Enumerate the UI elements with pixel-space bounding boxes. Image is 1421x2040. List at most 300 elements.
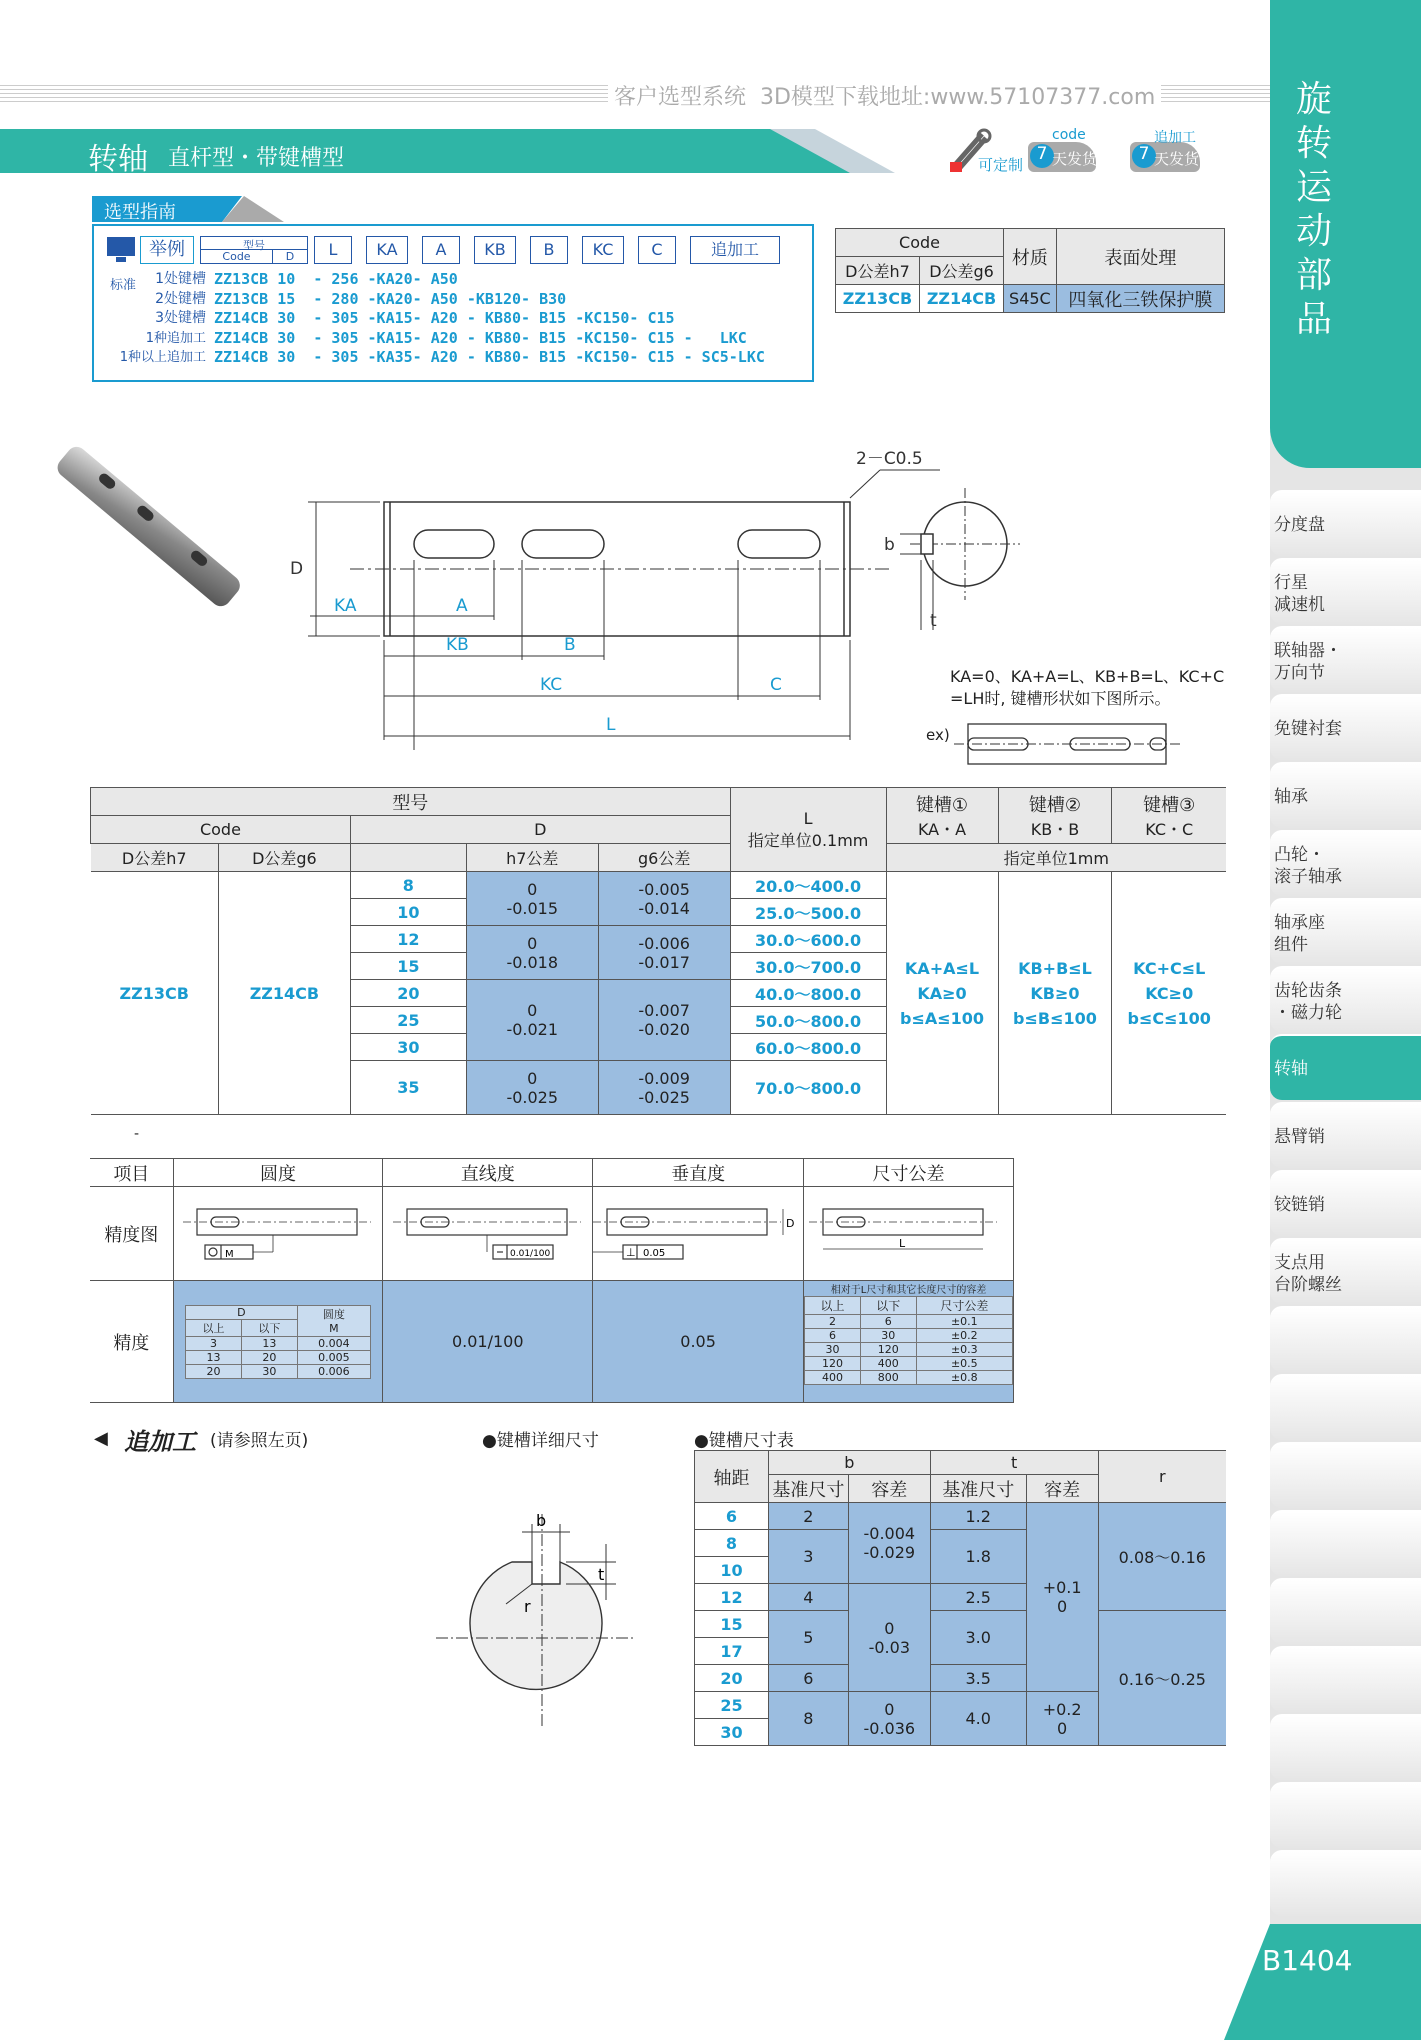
guide-field-B: B: [530, 236, 568, 264]
spec-g6-upper: -0.007: [638, 1001, 690, 1020]
spec-k1-line: b≤A≤100: [899, 1008, 985, 1028]
page-number: B1404: [1262, 1944, 1353, 1977]
mat-material: S45C: [1004, 285, 1057, 313]
acc-fig-tol: [804, 1187, 1014, 1281]
acc-r1: 精度图: [90, 1187, 173, 1281]
detail-r: r: [524, 1597, 531, 1616]
extra-title: 追加工: [124, 1428, 196, 1456]
acc-tol-title: 相对于L尺寸和其它长度尺寸的容差: [830, 1285, 987, 1296]
acc-round-h-d: D: [185, 1305, 297, 1319]
sidebar-item-label: 转轴: [1274, 1059, 1308, 1079]
spec-L: 40.0～800.0: [730, 980, 886, 1007]
mat-material-h: 材质: [1004, 229, 1057, 285]
acc-round-cell-v: 0.004: [297, 1336, 370, 1350]
spec-g6-lower: -0.025: [638, 1087, 690, 1107]
spec-h-L-unit: 指定单位0.1mm: [747, 830, 869, 850]
spec-k3: [1112, 872, 1226, 1115]
kt-r: 0.08～0.16: [1098, 1503, 1226, 1611]
mat-dh7-h: D公差h7: [836, 257, 920, 285]
sidebar-item-shaft[interactable]: [1270, 1034, 1421, 1100]
spec-h-k2: [998, 788, 1112, 844]
kt-h-r: r: [1098, 1451, 1226, 1503]
acc-tol-cell: [804, 1281, 1014, 1403]
badge-extra-num: 7: [1132, 144, 1156, 168]
spec-h-k3-label: 键槽③: [1143, 795, 1196, 816]
mat-surface-h: 表面处理: [1056, 229, 1224, 285]
acc-tol-v: ±0.5: [916, 1357, 1012, 1371]
acc-tol-v: 2: [805, 1315, 861, 1329]
badge-extra-days: 天发货: [1154, 150, 1200, 168]
dim-b: b: [884, 535, 895, 555]
acc-r2: 精度: [90, 1281, 173, 1403]
detail-t: t: [598, 1565, 605, 1584]
sidebar-title-char: 运: [1296, 167, 1333, 208]
sidebar-item-keyless-bushing[interactable]: [1270, 694, 1421, 760]
spec-k1-line: KA≥0: [917, 983, 967, 1003]
acc-round-h-r: [297, 1305, 370, 1336]
sidebar-item-fulcrum-screw[interactable]: [1270, 1238, 1421, 1304]
kt-b: 3: [768, 1530, 848, 1584]
kt-t: 2.5: [930, 1584, 1026, 1611]
shaft-photo: [50, 440, 250, 610]
spec-h-L: [730, 788, 886, 872]
kt-axis: 20: [695, 1665, 769, 1692]
guide-row-label: 3处键槽: [155, 310, 206, 326]
sidebar-empty-tab: [1270, 1374, 1421, 1440]
dim-A: A: [456, 596, 468, 616]
spec-d: 35: [350, 1061, 466, 1115]
acc-round-h-down: 以下: [241, 1319, 297, 1336]
spec-h7: [466, 980, 598, 1061]
guide-type-label: 型号: [201, 237, 307, 250]
acc-tol-v: 800: [860, 1371, 916, 1385]
spec-g6: [598, 1061, 730, 1115]
sidebar-title-char: 旋: [1296, 79, 1333, 120]
guide-d-label: D: [285, 250, 295, 263]
spec-L: 50.0～800.0: [730, 1007, 886, 1034]
drawing-note-2: =LH时, 键槽形状如下图所示。: [950, 689, 1171, 708]
guide-field-KC: KC: [582, 236, 624, 264]
sidebar-item-label: 支点用: [1274, 1253, 1325, 1273]
sidebar-title-block: [1270, 0, 1421, 468]
kt-ttol-upper: +0.2: [1042, 1699, 1082, 1719]
spec-h-type: 型号: [91, 788, 731, 816]
badge-code-days: 天发货: [1052, 150, 1098, 168]
guide-fields: [314, 236, 780, 264]
extra-arrow-icon: ◀: [94, 1428, 108, 1449]
spec-h7-upper: 0: [527, 933, 538, 953]
spec-h-k1-sub: KA・A: [917, 820, 967, 839]
sidebar-empty-tab: [1270, 1510, 1421, 1576]
spec-h-unit: 指定单位1mm: [886, 844, 1226, 872]
acc-straight-drawing: [393, 1197, 583, 1267]
kt-t: 3.5: [930, 1665, 1026, 1692]
ex-label: ex): [926, 726, 950, 744]
kt-t: 1.8: [930, 1530, 1026, 1584]
sidebar-item-label: 齿轮齿条: [1274, 981, 1342, 1001]
guide-row-label: 1种以上追加工: [119, 350, 206, 365]
mat-dg6-h: D公差g6: [920, 257, 1004, 285]
acc-tol-v: ±0.8: [916, 1371, 1012, 1385]
page-title: 转轴: [88, 142, 148, 177]
sidebar-item-cantilever-pin[interactable]: [1270, 1102, 1421, 1168]
spec-h-dg6: D公差g6: [218, 844, 350, 872]
kt-btol: [848, 1584, 930, 1692]
acc-round-cell-v: 13: [241, 1336, 297, 1350]
kt-h-b: b: [768, 1451, 930, 1475]
spec-L: 30.0～600.0: [730, 926, 886, 953]
example-label: 举例: [140, 236, 194, 264]
acc-tol-v: 120: [805, 1357, 861, 1371]
badge-extra-label: 追加工: [1154, 130, 1196, 146]
sidebar-item-cam-follower[interactable]: [1270, 830, 1421, 896]
sidebar-empty-tab: [1270, 1578, 1421, 1644]
spec-h7: [466, 1061, 598, 1115]
guide-code-label: Code: [201, 250, 273, 263]
kt-ttol: [1026, 1503, 1098, 1692]
kt-h-b-tol: 容差: [848, 1475, 930, 1503]
mat-code-h: Code: [836, 229, 1004, 257]
dim-KC: KC: [540, 675, 563, 695]
kt-axis: 30: [695, 1719, 769, 1746]
spec-L: 60.0～800.0: [730, 1034, 886, 1061]
kt-b: 5: [768, 1611, 848, 1665]
acc-round-h-r1: 圆度: [322, 1308, 345, 1321]
guide-row-value: ZZ14CB 30 - 305 -KA15- A20 - KB80- B15 -KC150- C15 - LKC: [214, 328, 747, 347]
kt-b: 2: [768, 1503, 848, 1530]
acc-perp-drawing: [593, 1197, 803, 1267]
kt-h-t: t: [930, 1451, 1098, 1475]
acc-perp-value: 0.05: [593, 1281, 804, 1403]
acc-perp-mark: ⊥: [626, 1245, 636, 1259]
kt-btol-lower: -0.03: [868, 1637, 910, 1657]
guide-row-label: 1种追加工: [145, 330, 206, 346]
acc-round-cell-v: 0.006: [297, 1364, 370, 1378]
mat-surface: 四氧化三铁保护膜: [1056, 285, 1224, 313]
kt-ttol: [1026, 1692, 1098, 1746]
sidebar-title-char: 品: [1296, 299, 1333, 340]
acc-round-cell-v: 3: [185, 1336, 241, 1350]
kt-btol-lower: -0.036: [863, 1718, 916, 1738]
mat-h7: ZZ13CB: [836, 285, 920, 313]
sidebar-item-label: 免键衬套: [1274, 719, 1342, 739]
sidebar-item-label: 台阶螺丝: [1274, 1275, 1342, 1295]
dim-B: B: [564, 635, 576, 655]
kt-b: 6: [768, 1665, 848, 1692]
badge-code-num: 7: [1030, 144, 1054, 168]
sidebar-empty-tab: [1270, 1306, 1421, 1372]
sidebar-item-label: 分度盘: [1274, 515, 1325, 535]
page-subtitle: 直杆型・带键槽型: [168, 146, 345, 171]
spec-d: 12: [350, 926, 466, 953]
extra-note: (请参照左页): [210, 1431, 309, 1451]
sidebar-title-char: 部: [1296, 255, 1333, 296]
badges: [948, 126, 1228, 176]
watermark: 客户选型系统 3D模型下载地址:www.57107377.com: [608, 80, 1161, 111]
kt-ttol-upper: +0.1: [1042, 1578, 1082, 1597]
guide-row-value: ZZ14CB 30 - 305 -KA15- A20 - KB80- B15 -KC150- C15: [214, 309, 675, 327]
acc-h-straight: 直线度: [383, 1159, 593, 1187]
spec-d: 15: [350, 953, 466, 980]
kt-h-t-base: 基准尺寸: [930, 1475, 1026, 1503]
spec-h-code: Code: [91, 816, 351, 844]
kt-btol: [848, 1692, 930, 1746]
kt-t: 4.0: [930, 1692, 1026, 1746]
kt-h-b-base: 基准尺寸: [768, 1475, 848, 1503]
spec-k2: [998, 872, 1112, 1115]
sidebar-title-char: 动: [1296, 211, 1333, 252]
spec-h-k3: [1112, 788, 1226, 844]
kt-t: 1.2: [930, 1503, 1026, 1530]
spec-k2-line: b≤B≤100: [1013, 1008, 1097, 1028]
mat-g6: ZZ14CB: [920, 285, 1004, 313]
sidebar-item-gear-rack[interactable]: [1270, 966, 1421, 1032]
acc-tol-drawing: [809, 1197, 1009, 1267]
sidebar-item-label: 轴承座: [1274, 913, 1325, 933]
acc-perp-tag: 0.05: [643, 1247, 666, 1259]
spec-g6-upper: -0.009: [638, 1068, 690, 1088]
spec-h-d: D: [350, 816, 730, 844]
spec-g6: [598, 872, 730, 926]
spec-d: 25: [350, 1007, 466, 1034]
acc-tol-h-tol: 尺寸公差: [916, 1297, 1012, 1315]
guide-label: 选型指南: [104, 202, 176, 223]
acc-tol-v: 120: [860, 1343, 916, 1357]
guide-field-C: C: [638, 236, 676, 264]
sidebar-item-label: 滚子轴承: [1274, 867, 1342, 887]
sidebar-item-label: 轴承: [1274, 787, 1308, 807]
sidebar-item-bearing-housing[interactable]: [1270, 898, 1421, 964]
acc-round-cell-v: 20: [241, 1350, 297, 1364]
kt-axis: 8: [695, 1530, 769, 1557]
spec-h-k1: [886, 788, 998, 844]
guide-std: 标准: [110, 278, 137, 293]
ex-shaft-drawing: [954, 720, 1184, 770]
sidebar-empty-tab: [1270, 1714, 1421, 1780]
acc-round-drawing: [183, 1197, 373, 1267]
sidebar-item-label: 减速机: [1274, 595, 1325, 615]
acc-h-tol: 尺寸公差: [804, 1159, 1014, 1187]
sidebar-item-index-plate[interactable]: [1270, 490, 1421, 556]
kt-btol: [848, 1503, 930, 1584]
kt-b: 8: [768, 1692, 848, 1746]
guide-row-value: ZZ14CB 30 - 305 -KA35- A20 - KB80- B15 -KC150- C15 - SC5-LKC: [214, 348, 765, 366]
spec-d: 30: [350, 1034, 466, 1061]
acc-tol-v: 400: [860, 1357, 916, 1371]
spec-table: [90, 787, 1226, 1115]
spec-h-k3-sub: KC・C: [1145, 820, 1194, 839]
sidebar-item-label: 凸轮・: [1274, 845, 1325, 865]
sidebar-item-coupling[interactable]: [1270, 626, 1421, 692]
acc-tol-v: ±0.2: [916, 1329, 1012, 1343]
acc-round-table: [185, 1305, 371, 1379]
keytable-title: ●键槽尺寸表: [694, 1431, 794, 1451]
guide-field-KA: KA: [366, 236, 408, 264]
spec-k3-line: KC+C≤L: [1133, 958, 1206, 978]
acc-round-h-r2: M: [329, 1322, 339, 1335]
dim-KB: KB: [446, 635, 469, 655]
kt-ttol-lower: 0: [1057, 1718, 1068, 1738]
spec-h-g6: g6公差: [598, 844, 730, 872]
acc-round-cell-v: 20: [185, 1364, 241, 1378]
spec-h-k2-label: 键槽②: [1028, 795, 1082, 816]
kt-r: 0.16～0.25: [1098, 1611, 1226, 1746]
spec-g6-lower: -0.017: [638, 952, 690, 972]
kt-btol-lower: -0.029: [863, 1543, 916, 1562]
acc-round-cell-v: 30: [241, 1364, 297, 1378]
spec-g6-lower: -0.020: [638, 1020, 690, 1039]
kt-axis: 25: [695, 1692, 769, 1719]
guide-field-A: A: [422, 236, 460, 264]
kt-h-t-tol: 容差: [1026, 1475, 1098, 1503]
kt-btol-upper: 0: [884, 1699, 895, 1719]
sidebar-item-label: ・磁力轮: [1274, 1003, 1342, 1023]
spec-k2-line: KB≥0: [1030, 983, 1080, 1003]
drawing-note-1: KA=0、KA+A=L、KB+B=L、KC+C: [950, 667, 1225, 686]
acc-tol-l: L: [898, 1236, 905, 1250]
spec-h-L-label: L: [803, 808, 813, 828]
acc-tol-v: ±0.1: [916, 1315, 1012, 1329]
spec-g6-upper: -0.005: [638, 879, 690, 899]
guide-rows: [104, 270, 804, 368]
sidebar-item-planetary-reducer[interactable]: [1270, 558, 1421, 624]
acc-straight-value: 0.01/100: [383, 1281, 593, 1403]
acc-tol-table: [804, 1296, 1013, 1385]
spec-g6: [598, 980, 730, 1061]
sidebar-empty-tab: [1270, 1646, 1421, 1712]
guide-row-label: 2处键槽: [155, 290, 206, 307]
acc-round-cell-v: 13: [185, 1350, 241, 1364]
acc-h-round: 圆度: [173, 1159, 383, 1187]
spec-L: 30.0～700.0: [730, 953, 886, 980]
sidebar-item-label: 万向节: [1274, 663, 1325, 683]
acc-tol-v: 30: [805, 1343, 861, 1357]
acc-fig-perp: [593, 1187, 804, 1281]
sidebar-empty-tab: [1270, 1850, 1421, 1916]
guide-field-L: L: [314, 236, 352, 264]
spec-h7-lower: -0.018: [506, 952, 559, 972]
spec-L: 70.0～800.0: [730, 1061, 886, 1115]
sidebar-item-label: 行星: [1274, 573, 1308, 593]
spec-L: 25.0～500.0: [730, 899, 886, 926]
spec-h7-lower: -0.021: [506, 1020, 559, 1039]
acc-tol-h-down: 以下: [860, 1297, 916, 1315]
spec-k2-line: KB+B≤L: [1018, 958, 1092, 978]
acc-tol-h-up: 以上: [805, 1297, 861, 1315]
sidebar-empty-tab: [1270, 1442, 1421, 1508]
acc-h-item: 项目: [90, 1159, 173, 1187]
acc-fig-round: [173, 1187, 383, 1281]
drawing-note: [950, 666, 1224, 710]
sidebar-item-label: 联轴器・: [1274, 641, 1342, 661]
spec-L: 20.0～400.0: [730, 872, 886, 899]
key-size-table: [694, 1450, 1226, 1746]
badge-custom: 可定制: [978, 156, 1024, 174]
kt-axis: 17: [695, 1638, 769, 1665]
sidebar-item-label: 铰链销: [1274, 1195, 1325, 1215]
acc-tol-v: 400: [805, 1371, 861, 1385]
dim-D: D: [290, 559, 304, 579]
kt-axis: 12: [695, 1584, 769, 1611]
spec-k1: [886, 872, 998, 1115]
acc-round-h-up: 以上: [185, 1319, 241, 1336]
dim-L: L: [606, 715, 616, 735]
page-number-block: [1224, 1924, 1421, 2040]
spec-h-d-blank: [350, 844, 466, 872]
sidebar-title-char: 转: [1296, 123, 1333, 164]
spec-h7: [466, 926, 598, 980]
spec-h7-lower: -0.015: [506, 898, 559, 918]
spec-h-k1-label: 键槽①: [915, 795, 969, 816]
spec-h-h7: h7公差: [466, 844, 598, 872]
spec-h-k2-sub: KB・B: [1030, 820, 1080, 839]
keyway-detail-drawing: [436, 1504, 656, 1734]
acc-tol-v: 30: [860, 1329, 916, 1343]
acc-round-m: M: [224, 1248, 234, 1260]
kt-axis: 6: [695, 1503, 769, 1530]
kt-axis: 15: [695, 1611, 769, 1638]
acc-round-cell-v: 0.005: [297, 1350, 370, 1364]
keyway-detail-title: ●键槽详细尺寸: [482, 1431, 599, 1451]
spec-g6-lower: -0.014: [638, 898, 690, 918]
monitor-icon: [106, 236, 136, 264]
spec-g6-upper: -0.006: [638, 933, 690, 953]
spec-dash: -: [134, 1126, 140, 1142]
accuracy-table: [90, 1158, 1014, 1403]
guide-type-box: [200, 236, 308, 264]
kt-btol-upper: 0: [884, 1618, 895, 1638]
kt-h-axis: 轴距: [695, 1451, 769, 1503]
kt-t: 3.0: [930, 1611, 1026, 1665]
spec-code1: ZZ13CB: [91, 872, 219, 1115]
guide-row-value: ZZ13CB 15 - 280 -KA20- A50 -KB120- B30: [214, 289, 567, 308]
sidebar-item-hinge-pin[interactable]: [1270, 1170, 1421, 1236]
spec-d: 8: [350, 872, 466, 899]
acc-h-perp: 垂直度: [593, 1159, 804, 1187]
spec-h7-upper: 0: [527, 879, 538, 899]
chamfer-label: 2－C0.5: [856, 450, 923, 469]
dim-t: t: [930, 611, 937, 631]
acc-round-cell: [173, 1281, 383, 1403]
detail-b: b: [536, 1511, 547, 1530]
spec-h7: [466, 872, 598, 926]
sidebar-title: [1296, 78, 1332, 342]
acc-fig-straight: [383, 1187, 593, 1281]
spec-h7-upper: 0: [527, 1001, 538, 1020]
guide-row-label: 1处键槽: [155, 271, 206, 287]
sidebar-item-bearing[interactable]: [1270, 762, 1421, 828]
kt-axis: 10: [695, 1557, 769, 1584]
dim-C: C: [770, 675, 782, 695]
kt-ttol-lower: 0: [1057, 1597, 1068, 1616]
guide-row-value: ZZ13CB 10 - 256 -KA20- A50: [214, 270, 458, 288]
spec-k1-line: KA+A≤L: [904, 958, 980, 978]
acc-tol-v: 6: [805, 1329, 861, 1343]
guide-field-KB: KB: [474, 236, 516, 264]
spec-d: 10: [350, 899, 466, 926]
sidebar-empty-tab: [1270, 1782, 1421, 1848]
spec-k3-line: b≤C≤100: [1127, 1008, 1211, 1028]
acc-perp-d: D: [786, 1216, 795, 1230]
material-table: [835, 228, 1225, 313]
sidebar-item-label: 悬臂销: [1274, 1127, 1325, 1147]
kt-b: 4: [768, 1584, 848, 1611]
spec-k3-line: KC≥0: [1145, 983, 1194, 1003]
guide-field-extra: 追加工: [690, 236, 780, 264]
spec-h7-lower: -0.025: [506, 1087, 559, 1107]
spec-h7-upper: 0: [527, 1068, 538, 1088]
spec-g6: [598, 926, 730, 980]
